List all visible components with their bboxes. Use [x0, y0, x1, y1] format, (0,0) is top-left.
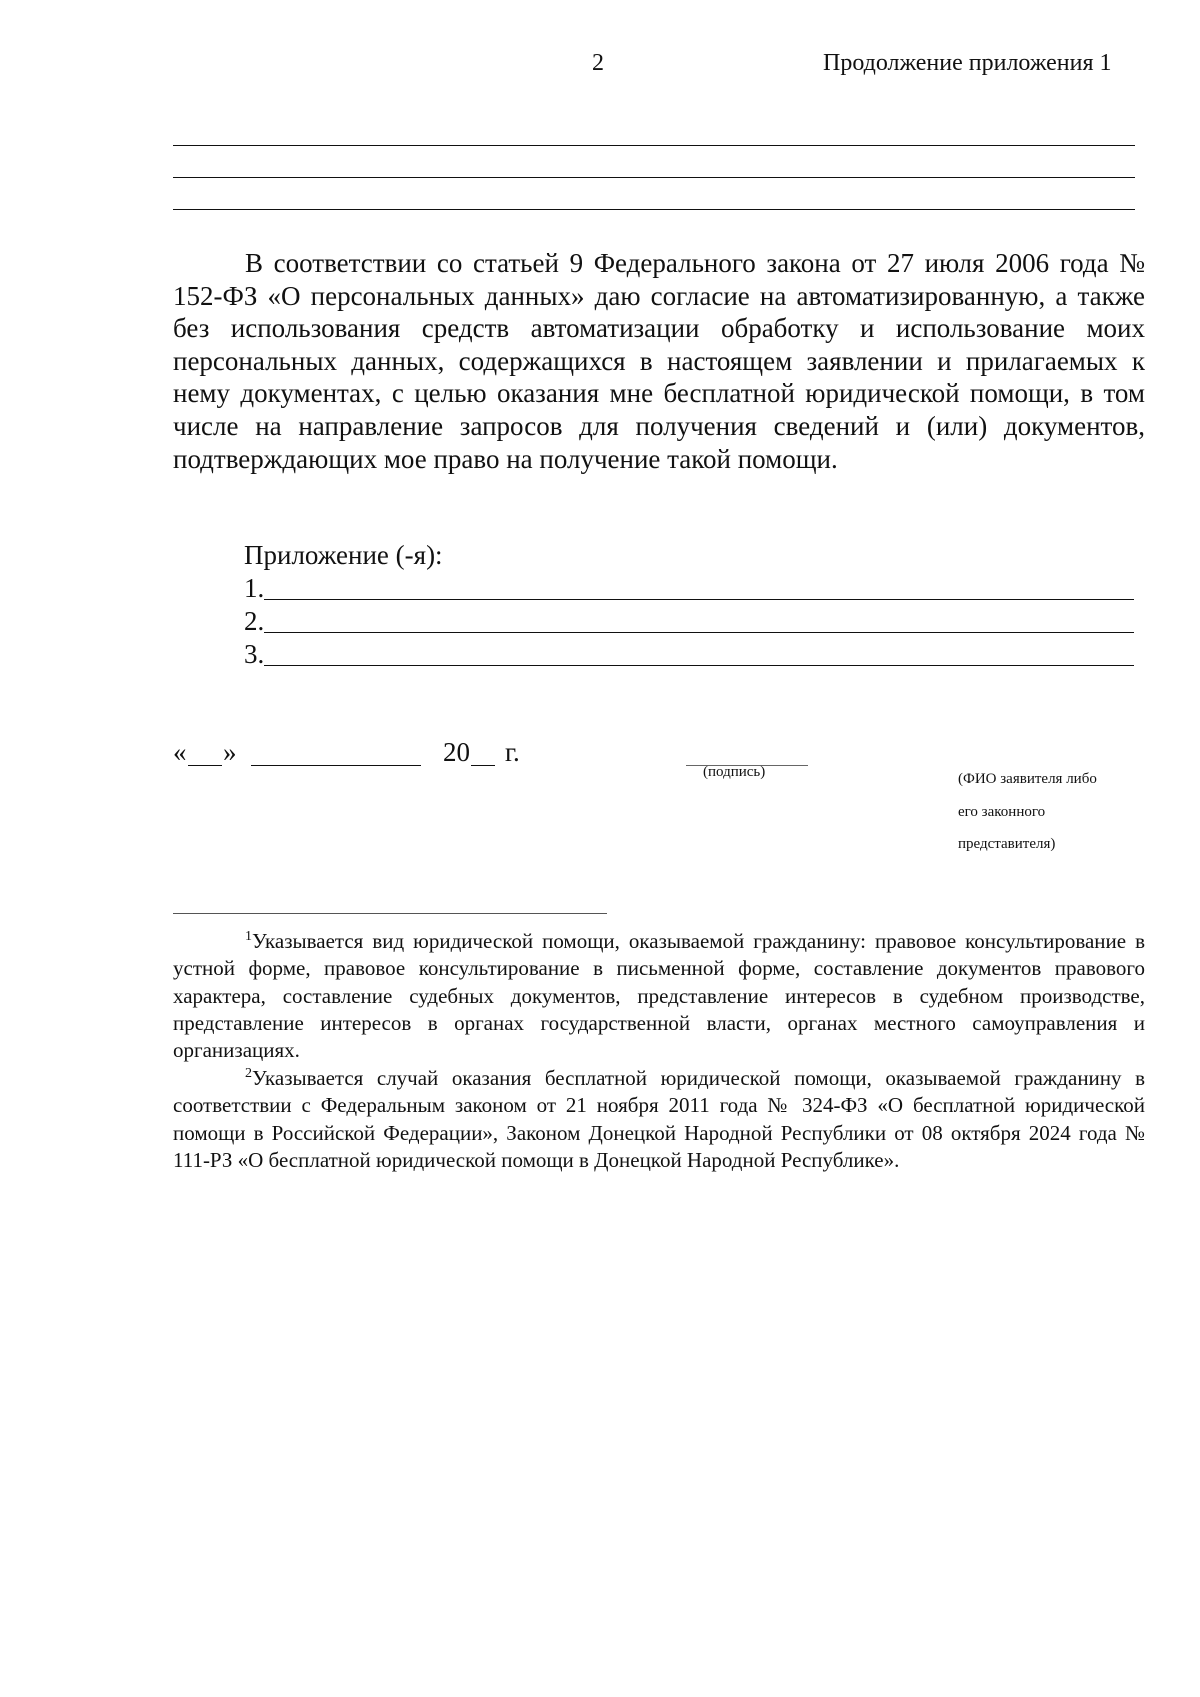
attachment-number: 2.: [244, 606, 265, 636]
date-open-quote: «: [173, 737, 187, 767]
footnote-marker: 1: [245, 929, 252, 944]
attachment-fill-line: [264, 599, 1134, 600]
day-blank: [188, 765, 222, 766]
blank-line-3: [173, 209, 1135, 210]
fio-caption-line: его законного: [958, 803, 1046, 820]
attachment-number: 3.: [244, 639, 265, 669]
date-close-quote: »: [223, 737, 237, 767]
footnote-text: Указывается случай оказания бесплатной юридической помощи, оказываемой гражданину в соответствии с Федеральным законом от 21 ноября 2011 года № 324-ФЗ «О бесплатной юридической помощи в Российской Федерации», Законом Донецкой Народной Республики от 08 октября 2024 года № 111-РЗ «О бесплатной юридической помощи в Донецкой Народной Республике».: [173, 1066, 1145, 1172]
continuation-note: Продолжение приложения 1: [823, 50, 1112, 76]
attachments-title: Приложение (-я):: [244, 540, 443, 570]
attachment-fill-line: [264, 632, 1134, 633]
attachment-row-1: [244, 572, 1134, 604]
signature-caption: (подпись): [703, 764, 766, 780]
attachment-row-3: [244, 638, 1134, 670]
footnote-marker: 2: [245, 1066, 252, 1081]
footnote-separator: [173, 913, 607, 914]
year-prefix: 20: [443, 737, 470, 767]
fio-caption-line: (ФИО заявителя либо: [958, 771, 1097, 787]
blank-line-1: [173, 145, 1135, 146]
year-blank: [471, 765, 495, 766]
attachment-number: 1.: [244, 573, 265, 603]
attachment-row-2: [244, 605, 1134, 637]
footnote-2: [173, 1065, 1145, 1174]
footnote-text: Указывается вид юридической помощи, оказываемой гражданину: правовое консультирование в устной форме, правовое консультирование в письменной форме, составление документов правового характера, составление судебных документов, представление интересов в судебном производстве, представление интересов в органах государственной власти, органах местного самоуправления и организациях.: [173, 929, 1145, 1063]
page-number: 2: [592, 50, 604, 76]
blank-line-2: [173, 177, 1135, 178]
date-field: [173, 736, 533, 776]
footnote-1: [173, 928, 1145, 1064]
month-blank: [251, 765, 421, 766]
year-suffix: г.: [505, 737, 520, 767]
consent-paragraph: В соответствии со статьей 9 Федерального закона от 27 июля 2006 года № 152-ФЗ «О персональных данных» даю согласие на автоматизированную, а также без использования средств автоматизации обработку и использование моих персональных данных, содержащихся в настоящем заявлении и прилагаемых к нему документах, с целью оказания мне бесплатной юридической помощи, в том числе на направление запросов для получения сведений и (или) документов, подтверждающих мое право на получение такой помощи.: [173, 248, 1145, 474]
attachment-fill-line: [264, 665, 1134, 666]
fio-caption: [958, 763, 1158, 861]
fio-caption-line: представителя): [958, 836, 1056, 852]
